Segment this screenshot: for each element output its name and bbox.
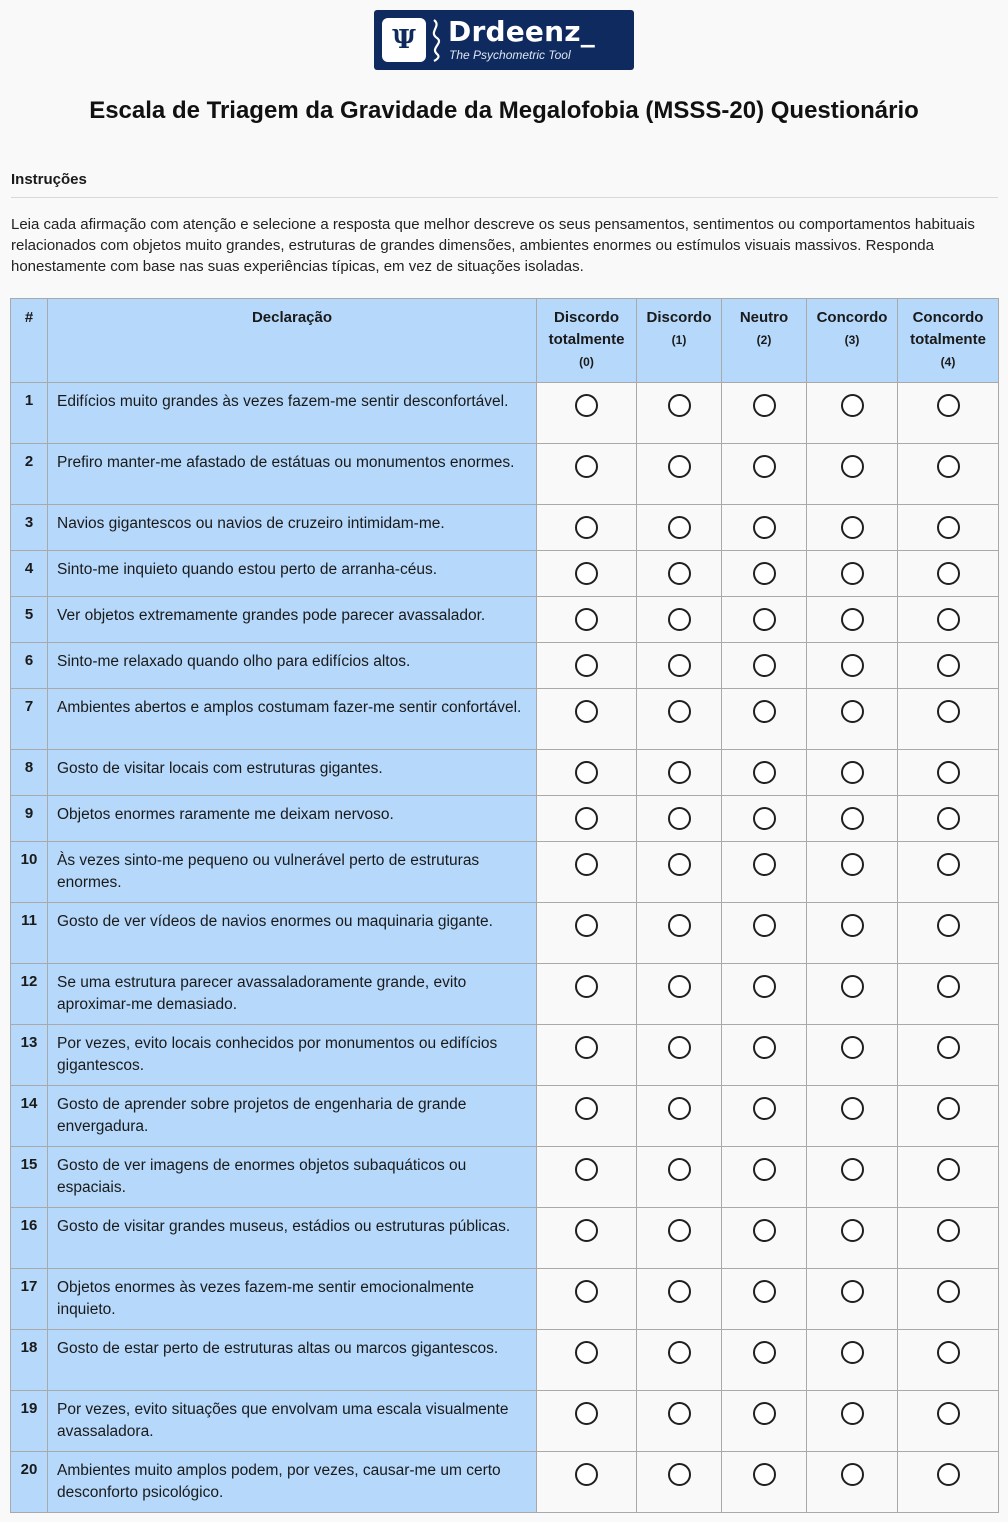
answer-cell <box>807 1147 898 1208</box>
question-number: 10 <box>11 842 48 903</box>
answer-cell <box>722 842 807 903</box>
answer-cell <box>898 1269 999 1330</box>
instructions-divider <box>11 197 998 198</box>
answer-radio-4[interactable] <box>937 1036 960 1059</box>
question-row <box>11 1391 999 1452</box>
answer-radio-2[interactable] <box>753 1463 776 1486</box>
answer-radio-3[interactable] <box>841 700 864 723</box>
question-number: 18 <box>11 1330 48 1391</box>
answer-radio-3[interactable] <box>841 608 864 631</box>
answer-radio-1[interactable] <box>668 654 691 677</box>
answer-cell <box>637 1452 722 1513</box>
answer-cell <box>898 597 999 643</box>
answer-radio-2[interactable] <box>753 1402 776 1425</box>
header-statement: Declaração <box>48 299 537 383</box>
answer-cell <box>537 1086 637 1147</box>
answer-cell <box>722 1208 807 1269</box>
question-statement: Prefiro manter-me afastado de estátuas ou monumentos enormes. <box>48 444 537 505</box>
question-statement: Gosto de visitar locais com estruturas gigantes. <box>48 750 537 796</box>
header-option-score: (1) <box>671 333 687 347</box>
answer-radio-3[interactable] <box>841 394 864 417</box>
answer-cell <box>898 796 999 842</box>
answer-radio-3[interactable] <box>841 1463 864 1486</box>
answer-cell <box>898 964 999 1025</box>
question-row <box>11 903 999 964</box>
answer-cell <box>807 1330 898 1391</box>
question-number: 19 <box>11 1391 48 1452</box>
question-statement: Gosto de estar perto de estruturas altas ou marcos gigantescos. <box>48 1330 537 1391</box>
answer-cell <box>537 903 637 964</box>
answer-radio-0[interactable] <box>575 1036 598 1059</box>
answer-cell <box>807 643 898 689</box>
question-number: 1 <box>11 383 48 444</box>
question-statement: Às vezes sinto-me pequeno ou vulnerável perto de estruturas enormes. <box>48 842 537 903</box>
answer-radio-0[interactable] <box>575 1219 598 1242</box>
answer-cell <box>537 597 637 643</box>
answer-radio-2[interactable] <box>753 1219 776 1242</box>
header-option-label: Concordo totalmente <box>910 309 986 348</box>
answer-cell <box>807 903 898 964</box>
question-row <box>11 1147 999 1208</box>
question-statement: Por vezes, evito situações que envolvam uma escala visualmente avassaladora. <box>48 1391 537 1452</box>
answer-radio-2[interactable] <box>753 700 776 723</box>
answer-radio-4[interactable] <box>937 1341 960 1364</box>
question-number: 17 <box>11 1269 48 1330</box>
question-number: 11 <box>11 903 48 964</box>
answer-radio-4[interactable] <box>937 914 960 937</box>
answer-cell <box>537 796 637 842</box>
answer-cell <box>722 1330 807 1391</box>
question-row <box>11 1269 999 1330</box>
answer-cell <box>807 750 898 796</box>
answer-radio-4[interactable] <box>937 1463 960 1486</box>
answer-cell <box>807 444 898 505</box>
answer-radio-2[interactable] <box>753 1036 776 1059</box>
question-statement: Gosto de ver imagens de enormes objetos subaquáticos ou espaciais. <box>48 1147 537 1208</box>
answer-cell <box>722 1086 807 1147</box>
questionnaire-table <box>10 298 999 1513</box>
answer-cell <box>637 551 722 597</box>
question-row <box>11 964 999 1025</box>
question-number: 7 <box>11 689 48 750</box>
question-statement: Edifícios muito grandes às vezes fazem-me sentir desconfortável. <box>48 383 537 444</box>
answer-cell <box>722 1025 807 1086</box>
answer-cell <box>722 1269 807 1330</box>
answer-cell <box>722 1391 807 1452</box>
answer-radio-2[interactable] <box>753 1158 776 1181</box>
answer-radio-2[interactable] <box>753 562 776 585</box>
answer-radio-4[interactable] <box>937 1402 960 1425</box>
answer-cell <box>722 903 807 964</box>
answer-radio-4[interactable] <box>937 608 960 631</box>
header-option-label: Discordo <box>646 309 712 326</box>
header-option-score: (0) <box>579 355 594 369</box>
answer-cell <box>637 1025 722 1086</box>
answer-cell <box>898 1025 999 1086</box>
answer-cell <box>722 750 807 796</box>
question-number: 3 <box>11 505 48 551</box>
answer-radio-2[interactable] <box>753 394 776 417</box>
answer-radio-3[interactable] <box>841 761 864 784</box>
answer-radio-2[interactable] <box>753 455 776 478</box>
answer-radio-4[interactable] <box>937 1280 960 1303</box>
answer-cell <box>722 643 807 689</box>
answer-radio-2[interactable] <box>753 853 776 876</box>
answer-cell <box>807 1208 898 1269</box>
answer-cell <box>807 796 898 842</box>
answer-cell <box>537 1025 637 1086</box>
questionnaire-rows <box>11 383 999 1513</box>
question-number: 9 <box>11 796 48 842</box>
answer-cell <box>537 750 637 796</box>
wave-divider-icon <box>430 18 444 62</box>
answer-cell <box>898 1147 999 1208</box>
answer-radio-4[interactable] <box>937 761 960 784</box>
answer-radio-1[interactable] <box>668 761 691 784</box>
answer-radio-0[interactable] <box>575 914 598 937</box>
answer-cell <box>637 1086 722 1147</box>
answer-cell <box>898 689 999 750</box>
answer-radio-3[interactable] <box>841 914 864 937</box>
answer-cell <box>807 964 898 1025</box>
answer-radio-4[interactable] <box>937 700 960 723</box>
answer-cell <box>637 643 722 689</box>
answer-radio-1[interactable] <box>668 1280 691 1303</box>
answer-cell <box>722 964 807 1025</box>
answer-cell <box>807 842 898 903</box>
question-row <box>11 750 999 796</box>
answer-cell <box>898 444 999 505</box>
answer-radio-1[interactable] <box>668 1463 691 1486</box>
answer-radio-3[interactable] <box>841 807 864 830</box>
answer-radio-1[interactable] <box>668 1097 691 1120</box>
psi-logo-icon: Ψ <box>382 18 426 62</box>
answer-cell <box>807 1269 898 1330</box>
answer-radio-0[interactable] <box>575 516 598 539</box>
answer-cell <box>722 505 807 551</box>
answer-cell <box>898 551 999 597</box>
question-statement: Gosto de aprender sobre projetos de engenharia de grande envergadura. <box>48 1086 537 1147</box>
answer-cell <box>807 505 898 551</box>
answer-cell <box>637 842 722 903</box>
question-number: 13 <box>11 1025 48 1086</box>
answer-cell <box>637 750 722 796</box>
answer-cell <box>722 551 807 597</box>
answer-cell <box>807 1391 898 1452</box>
header-option-score: (3) <box>844 333 860 347</box>
answer-cell <box>898 903 999 964</box>
answer-radio-1[interactable] <box>668 914 691 937</box>
answer-radio-1[interactable] <box>668 562 691 585</box>
question-row <box>11 383 999 444</box>
answer-radio-0[interactable] <box>575 853 598 876</box>
answer-radio-1[interactable] <box>668 608 691 631</box>
answer-radio-1[interactable] <box>668 1402 691 1425</box>
question-statement: Por vezes, evito locais conhecidos por monumentos ou edifícios gigantescos. <box>48 1025 537 1086</box>
answer-radio-3[interactable] <box>841 516 864 539</box>
answer-cell <box>898 643 999 689</box>
header-option-score: (4) <box>940 355 956 369</box>
question-number: 15 <box>11 1147 48 1208</box>
answer-radio-1[interactable] <box>668 1036 691 1059</box>
question-row <box>11 643 999 689</box>
answer-cell <box>807 1025 898 1086</box>
answer-cell <box>537 689 637 750</box>
answer-radio-0[interactable] <box>575 394 598 417</box>
question-number: 4 <box>11 551 48 597</box>
question-row <box>11 505 999 551</box>
answer-cell <box>637 1391 722 1452</box>
answer-cell <box>898 1452 999 1513</box>
answer-cell <box>637 505 722 551</box>
question-statement: Objetos enormes às vezes fazem-me sentir emocionalmente inquieto. <box>48 1269 537 1330</box>
answer-cell <box>807 551 898 597</box>
answer-radio-1[interactable] <box>668 975 691 998</box>
question-row <box>11 444 999 505</box>
answer-radio-0[interactable] <box>575 1341 598 1364</box>
question-row <box>11 796 999 842</box>
question-row <box>11 842 999 903</box>
answer-radio-4[interactable] <box>937 1097 960 1120</box>
answer-radio-1[interactable] <box>668 455 691 478</box>
answer-cell <box>898 1330 999 1391</box>
brand-logo <box>374 10 634 70</box>
brand-name: Drdeenz_ <box>448 15 595 48</box>
answer-radio-0[interactable] <box>575 455 598 478</box>
brand-tagline: The Psychometric Tool <box>449 48 571 62</box>
answer-cell <box>637 1330 722 1391</box>
header-option-0 <box>537 299 637 383</box>
answer-radio-0[interactable] <box>575 761 598 784</box>
answer-radio-2[interactable] <box>753 516 776 539</box>
answer-radio-2[interactable] <box>753 914 776 937</box>
answer-radio-4[interactable] <box>937 394 960 417</box>
question-row <box>11 1086 999 1147</box>
question-row <box>11 1025 999 1086</box>
question-number: 16 <box>11 1208 48 1269</box>
question-row <box>11 597 999 643</box>
answer-radio-2[interactable] <box>753 761 776 784</box>
answer-cell <box>637 903 722 964</box>
header-option-3 <box>807 299 898 383</box>
answer-cell <box>637 597 722 643</box>
answer-radio-3[interactable] <box>841 1158 864 1181</box>
question-number: 2 <box>11 444 48 505</box>
answer-cell <box>537 551 637 597</box>
answer-cell <box>637 444 722 505</box>
question-statement: Ambientes abertos e amplos costumam fazer-me sentir confortável. <box>48 689 537 750</box>
page-title: Escala de Triagem da Gravidade da Megalofobia (MSSS-20) Questionário <box>89 97 919 124</box>
answer-radio-0[interactable] <box>575 562 598 585</box>
answer-radio-2[interactable] <box>753 807 776 830</box>
answer-radio-0[interactable] <box>575 654 598 677</box>
answer-radio-0[interactable] <box>575 1097 598 1120</box>
question-statement: Ver objetos extremamente grandes pode parecer avassalador. <box>48 597 537 643</box>
answer-radio-0[interactable] <box>575 807 598 830</box>
answer-radio-0[interactable] <box>575 1402 598 1425</box>
header-option-label: Concordo <box>816 309 888 326</box>
question-statement: Sinto-me inquieto quando estou perto de arranha-céus. <box>48 551 537 597</box>
question-statement: Objetos enormes raramente me deixam nervoso. <box>48 796 537 842</box>
header-option-label: Neutro <box>739 309 789 326</box>
answer-radio-1[interactable] <box>668 1341 691 1364</box>
answer-radio-3[interactable] <box>841 975 864 998</box>
answer-radio-4[interactable] <box>937 562 960 585</box>
answer-cell <box>537 842 637 903</box>
header-number: # <box>11 299 48 383</box>
instructions-text: Leia cada afirmação com atenção e selecione a resposta que melhor descreve os seus pensamentos, sentimentos ou comportamentos habituais relacionados com objetos muito grandes, estruturas de grandes dimensões, ambientes enormes ou estímulos visuais massivos. Responda honestamente com base nas suas experiências típicas, em vez de situações isoladas. <box>11 216 975 275</box>
answer-cell <box>722 1147 807 1208</box>
answer-radio-1[interactable] <box>668 700 691 723</box>
answer-radio-2[interactable] <box>753 975 776 998</box>
answer-cell <box>537 643 637 689</box>
answer-radio-1[interactable] <box>668 807 691 830</box>
answer-radio-2[interactable] <box>753 608 776 631</box>
answer-cell <box>722 689 807 750</box>
answer-radio-1[interactable] <box>668 516 691 539</box>
answer-radio-4[interactable] <box>937 1219 960 1242</box>
answer-cell <box>537 1208 637 1269</box>
answer-cell <box>807 1452 898 1513</box>
answer-cell <box>537 1391 637 1452</box>
question-statement: Ambientes muito amplos podem, por vezes, causar-me um certo desconforto psicológico. <box>48 1452 537 1513</box>
answer-radio-2[interactable] <box>753 654 776 677</box>
question-statement: Sinto-me relaxado quando olho para edifícios altos. <box>48 643 537 689</box>
question-statement: Gosto de ver vídeos de navios enormes ou maquinaria gigante. <box>48 903 537 964</box>
answer-radio-3[interactable] <box>841 1036 864 1059</box>
question-statement: Se uma estrutura parecer avassaladoramente grande, evito aproximar-me demasiado. <box>48 964 537 1025</box>
question-number: 20 <box>11 1452 48 1513</box>
answer-cell <box>898 750 999 796</box>
answer-cell <box>898 1208 999 1269</box>
instructions-heading: Instruções <box>11 171 87 188</box>
answer-cell <box>637 689 722 750</box>
answer-radio-0[interactable] <box>575 700 598 723</box>
question-number: 8 <box>11 750 48 796</box>
question-row <box>11 1330 999 1391</box>
header-option-2 <box>722 299 807 383</box>
answer-radio-2[interactable] <box>753 1341 776 1364</box>
question-number: 14 <box>11 1086 48 1147</box>
answer-cell <box>722 597 807 643</box>
answer-cell <box>898 1391 999 1452</box>
question-row <box>11 1208 999 1269</box>
answer-radio-3[interactable] <box>841 1341 864 1364</box>
header-option-score: (2) <box>756 333 772 347</box>
table-header-row <box>11 299 999 383</box>
answer-cell <box>898 383 999 444</box>
answer-cell <box>537 383 637 444</box>
answer-radio-4[interactable] <box>937 975 960 998</box>
answer-radio-3[interactable] <box>841 853 864 876</box>
answer-radio-1[interactable] <box>668 1219 691 1242</box>
answer-radio-3[interactable] <box>841 562 864 585</box>
answer-cell <box>637 1269 722 1330</box>
answer-cell <box>537 444 637 505</box>
answer-cell <box>537 1452 637 1513</box>
question-number: 5 <box>11 597 48 643</box>
question-statement: Gosto de visitar grandes museus, estádios ou estruturas públicas. <box>48 1208 537 1269</box>
answer-cell <box>898 842 999 903</box>
answer-cell <box>537 1269 637 1330</box>
answer-radio-4[interactable] <box>937 807 960 830</box>
answer-cell <box>722 1452 807 1513</box>
answer-cell <box>722 383 807 444</box>
answer-cell <box>722 796 807 842</box>
answer-cell <box>898 1086 999 1147</box>
answer-radio-3[interactable] <box>841 1402 864 1425</box>
answer-cell <box>807 383 898 444</box>
answer-cell <box>637 1208 722 1269</box>
header-option-4 <box>898 299 999 383</box>
answer-radio-4[interactable] <box>937 853 960 876</box>
answer-radio-0[interactable] <box>575 1280 598 1303</box>
question-row <box>11 1452 999 1513</box>
question-row <box>11 551 999 597</box>
header-option-1 <box>637 299 722 383</box>
answer-radio-4[interactable] <box>937 516 960 539</box>
answer-cell <box>537 964 637 1025</box>
answer-cell <box>637 796 722 842</box>
answer-radio-4[interactable] <box>937 654 960 677</box>
answer-radio-1[interactable] <box>668 1158 691 1181</box>
question-number: 12 <box>11 964 48 1025</box>
answer-cell <box>537 505 637 551</box>
answer-radio-1[interactable] <box>668 853 691 876</box>
answer-cell <box>898 505 999 551</box>
answer-cell <box>537 1147 637 1208</box>
answer-cell <box>722 444 807 505</box>
answer-radio-0[interactable] <box>575 1158 598 1181</box>
answer-cell <box>537 1330 637 1391</box>
answer-radio-3[interactable] <box>841 654 864 677</box>
answer-cell <box>807 597 898 643</box>
answer-radio-3[interactable] <box>841 1219 864 1242</box>
answer-radio-0[interactable] <box>575 975 598 998</box>
question-number: 6 <box>11 643 48 689</box>
answer-radio-4[interactable] <box>937 1158 960 1181</box>
answer-radio-0[interactable] <box>575 608 598 631</box>
answer-radio-2[interactable] <box>753 1280 776 1303</box>
answer-radio-0[interactable] <box>575 1463 598 1486</box>
question-row <box>11 689 999 750</box>
answer-cell <box>807 1086 898 1147</box>
header-option-label: Discordo totalmente <box>548 309 625 348</box>
answer-radio-3[interactable] <box>841 1280 864 1303</box>
answer-radio-1[interactable] <box>668 394 691 417</box>
answer-radio-3[interactable] <box>841 455 864 478</box>
answer-cell <box>807 689 898 750</box>
answer-cell <box>637 383 722 444</box>
answer-radio-3[interactable] <box>841 1097 864 1120</box>
answer-radio-2[interactable] <box>753 1097 776 1120</box>
answer-cell <box>637 1147 722 1208</box>
answer-radio-4[interactable] <box>937 455 960 478</box>
answer-cell <box>637 964 722 1025</box>
question-statement: Navios gigantescos ou navios de cruzeiro intimidam-me. <box>48 505 537 551</box>
